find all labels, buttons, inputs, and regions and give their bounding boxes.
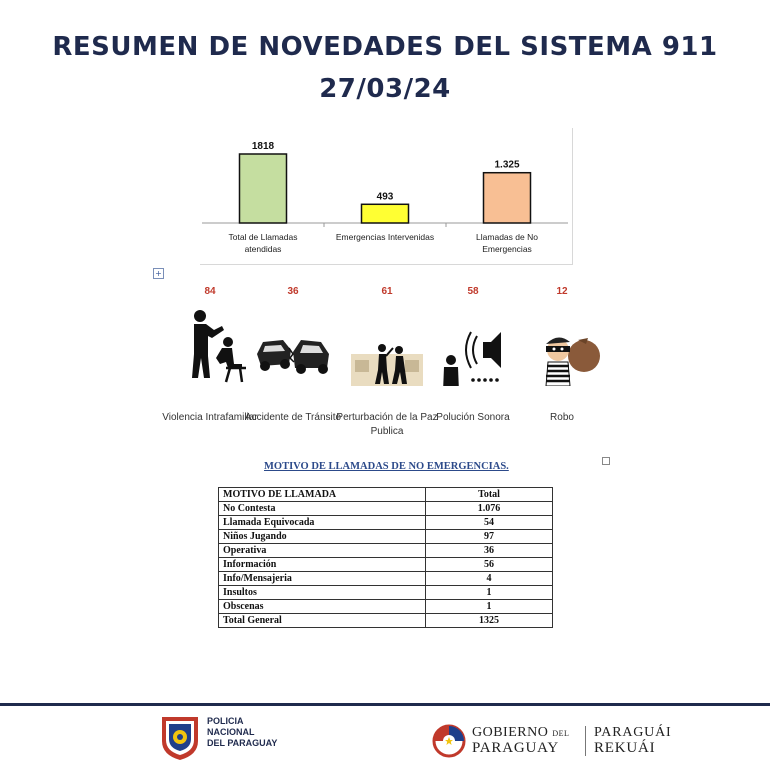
header-motivo: MOTIVO DE LLAMADA (219, 488, 426, 502)
row-motivo: Insultos (219, 586, 426, 600)
bar (240, 154, 287, 223)
paraguai-line-2: REKUÁI (594, 740, 656, 756)
incident-label: Polución Sonora (436, 412, 510, 423)
small-box-icon (602, 457, 610, 465)
row-motivo: No Contesta (219, 502, 426, 516)
bar (362, 204, 409, 223)
domestic-violence-icon (170, 308, 250, 386)
table-row (219, 502, 553, 516)
row-motivo: Obscenas (219, 600, 426, 614)
row-total: 56 (426, 558, 553, 572)
gov-line-2: PARAGUAY (472, 740, 559, 756)
incident-label: Perturbación de la Paz Publica (336, 412, 438, 437)
footer-divider (0, 703, 770, 706)
bar-value-label: 1.325 (494, 159, 520, 171)
table-row (219, 516, 553, 530)
row-total: 1 (426, 600, 553, 614)
incident-count: 58 (467, 286, 479, 297)
bar-value-label: 1818 (251, 141, 275, 152)
motivo-title: MOTIVO DE LLAMADAS DE NO EMERGENCIAS. (264, 461, 509, 472)
table-row (219, 600, 553, 614)
table-row (219, 586, 553, 600)
row-total: 36 (426, 544, 553, 558)
logo-separator (585, 726, 586, 756)
incident-label: Accidente de Tránsito (244, 412, 342, 423)
police-shield-logo (158, 713, 202, 761)
incident-count: 12 (556, 286, 568, 297)
paraguai-line-1: PARAGUÁI (594, 725, 672, 740)
police-line-2: NACIONAL (207, 727, 255, 737)
row-motivo: Llamada Equivocada (219, 516, 426, 530)
page-title: RESUMEN DE NOVEDADES DEL SISTEMA 911 (52, 32, 718, 62)
table-row (219, 572, 553, 586)
police-line-3: DEL PARAGUAY (207, 738, 278, 748)
motivo-table (218, 487, 553, 628)
bar-value-label: 493 (376, 191, 394, 203)
row-total: 1.076 (426, 502, 553, 516)
row-total: 54 (426, 516, 553, 530)
header-total: Total (426, 488, 553, 502)
row-motivo: Operativa (219, 544, 426, 558)
police-line-1: POLICIA (207, 716, 244, 726)
robbery-icon (522, 308, 602, 386)
category-label: Emergencias (482, 244, 532, 254)
government-logo (432, 724, 466, 758)
calls-bar-chart (200, 128, 573, 265)
public-disturbance-icon (347, 308, 427, 386)
row-total: 4 (426, 572, 553, 586)
gov-line-1 (472, 725, 569, 741)
table-header-row (219, 488, 553, 502)
incident-count: 36 (287, 286, 299, 297)
category-label: Total de Llamadas (228, 232, 298, 242)
category-label: Llamadas de No (476, 232, 538, 242)
gov-word: GOBIERNO (472, 725, 549, 740)
noise-pollution-icon (433, 308, 513, 386)
total-value: 1325 (426, 614, 553, 628)
table-row (219, 544, 553, 558)
chart-svg (200, 128, 572, 264)
category-label: Emergencias Intervenidas (335, 232, 435, 242)
table-total-row (219, 614, 553, 628)
motivo-table-body (219, 502, 553, 628)
report-date: 27/03/24 (319, 74, 451, 104)
gov-del: DEL (552, 729, 570, 738)
total-label: Total General (219, 614, 426, 628)
incident-count: 61 (381, 286, 393, 297)
row-total: 1 (426, 586, 553, 600)
table-row (219, 558, 553, 572)
expand-icon[interactable]: + (153, 268, 164, 279)
table-row (219, 530, 553, 544)
incident-count: 84 (204, 286, 216, 297)
category-label: atendidas (244, 244, 282, 254)
bar (484, 173, 531, 223)
row-motivo: Niños Jugando (219, 530, 426, 544)
incident-label: Violencia Intrafamiliar (162, 412, 258, 423)
row-motivo: Información (219, 558, 426, 572)
police-name (207, 716, 277, 749)
car-crash-icon (253, 308, 333, 386)
row-total: 97 (426, 530, 553, 544)
row-motivo: Info/Mensajeria (219, 572, 426, 586)
incident-label: Robo (550, 412, 574, 423)
